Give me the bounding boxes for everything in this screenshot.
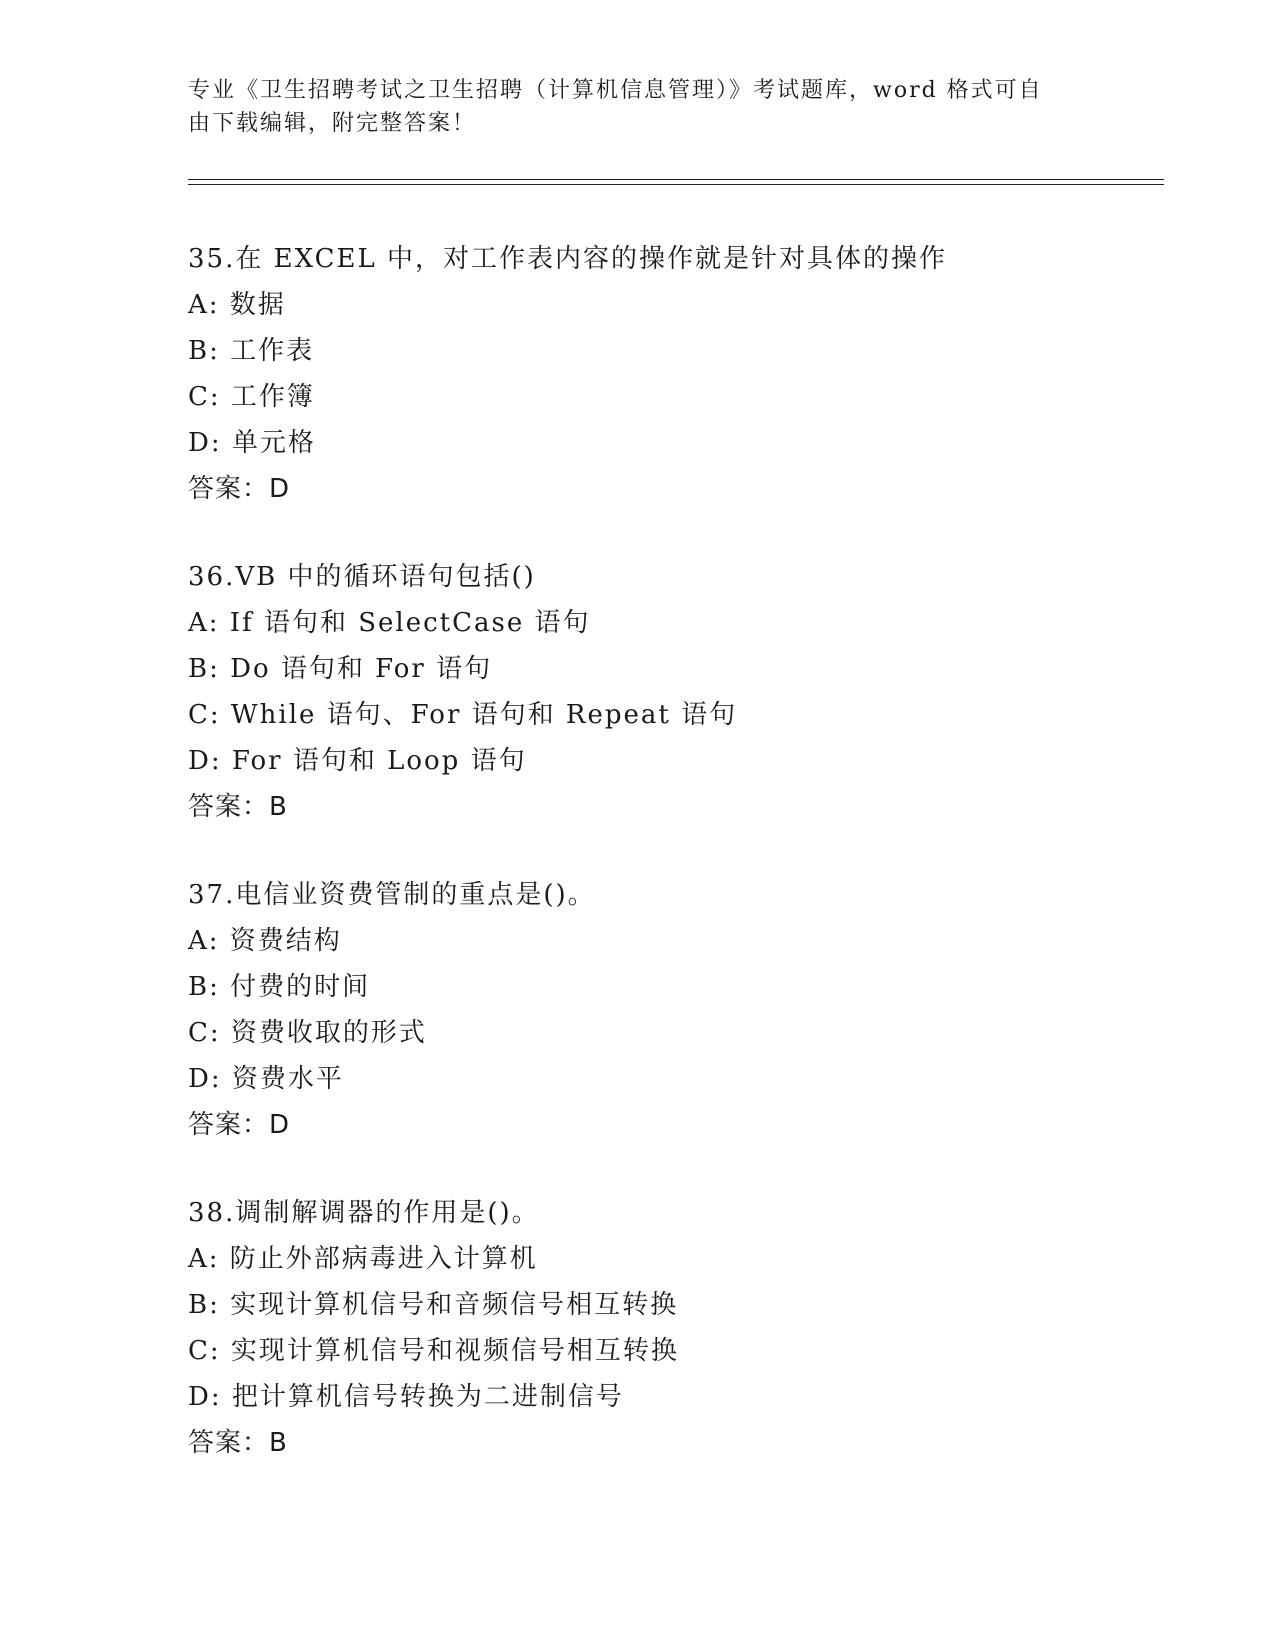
header-divider-bottom — [188, 184, 1164, 185]
header-divider-top — [188, 179, 1164, 180]
question-36 — [188, 554, 1168, 830]
question-stem: 35.在 EXCEL 中，对工作表内容的操作就是针对具体的操作 — [188, 244, 948, 274]
question-38 — [188, 1190, 1168, 1466]
option-d: D: 把计算机信号转换为二进制信号 — [188, 1382, 624, 1412]
option-b: B: 工作表 — [188, 336, 315, 366]
option-a: A: 防止外部病毒进入计算机 — [188, 1244, 538, 1274]
option-b: B: Do 语句和 For 语句 — [188, 654, 493, 684]
question-stem: 38.调制解调器的作用是()。 — [188, 1198, 540, 1228]
question-37 — [188, 872, 1168, 1148]
answer-line: 答案：B — [188, 792, 288, 822]
header-line-1: 专业《卫生招聘考试之卫生招聘（计算机信息管理）》考试题库，word 格式可自 — [188, 78, 1043, 103]
answer-line: 答案：D — [188, 474, 291, 504]
option-b: B: 实现计算机信号和音频信号相互转换 — [188, 1290, 679, 1320]
option-d: D: For 语句和 Loop 语句 — [188, 746, 527, 776]
question-list — [188, 236, 1168, 1508]
option-c: C: 实现计算机信号和视频信号相互转换 — [188, 1336, 679, 1366]
header-line-2: 由下载编辑，附完整答案！ — [188, 111, 477, 136]
answer-line: 答案：B — [188, 1428, 288, 1458]
option-b: B: 付费的时间 — [188, 972, 371, 1002]
option-a: A: If 语句和 SelectCase 语句 — [188, 608, 591, 638]
document-header — [188, 74, 1088, 140]
question-stem: 36.VB 中的循环语句包括() — [188, 562, 536, 592]
option-a: A: 数据 — [188, 290, 286, 320]
question-35 — [188, 236, 1168, 512]
answer-line: 答案：D — [188, 1110, 291, 1140]
option-a: A: 资费结构 — [188, 926, 342, 956]
option-d: D: 单元格 — [188, 428, 316, 458]
option-c: C: While 语句、For 语句和 Repeat 语句 — [188, 700, 738, 730]
question-stem: 37.电信业资费管制的重点是()。 — [188, 880, 596, 910]
option-c: C: 资费收取的形式 — [188, 1018, 427, 1048]
option-d: D: 资费水平 — [188, 1064, 344, 1094]
option-c: C: 工作簿 — [188, 382, 315, 412]
